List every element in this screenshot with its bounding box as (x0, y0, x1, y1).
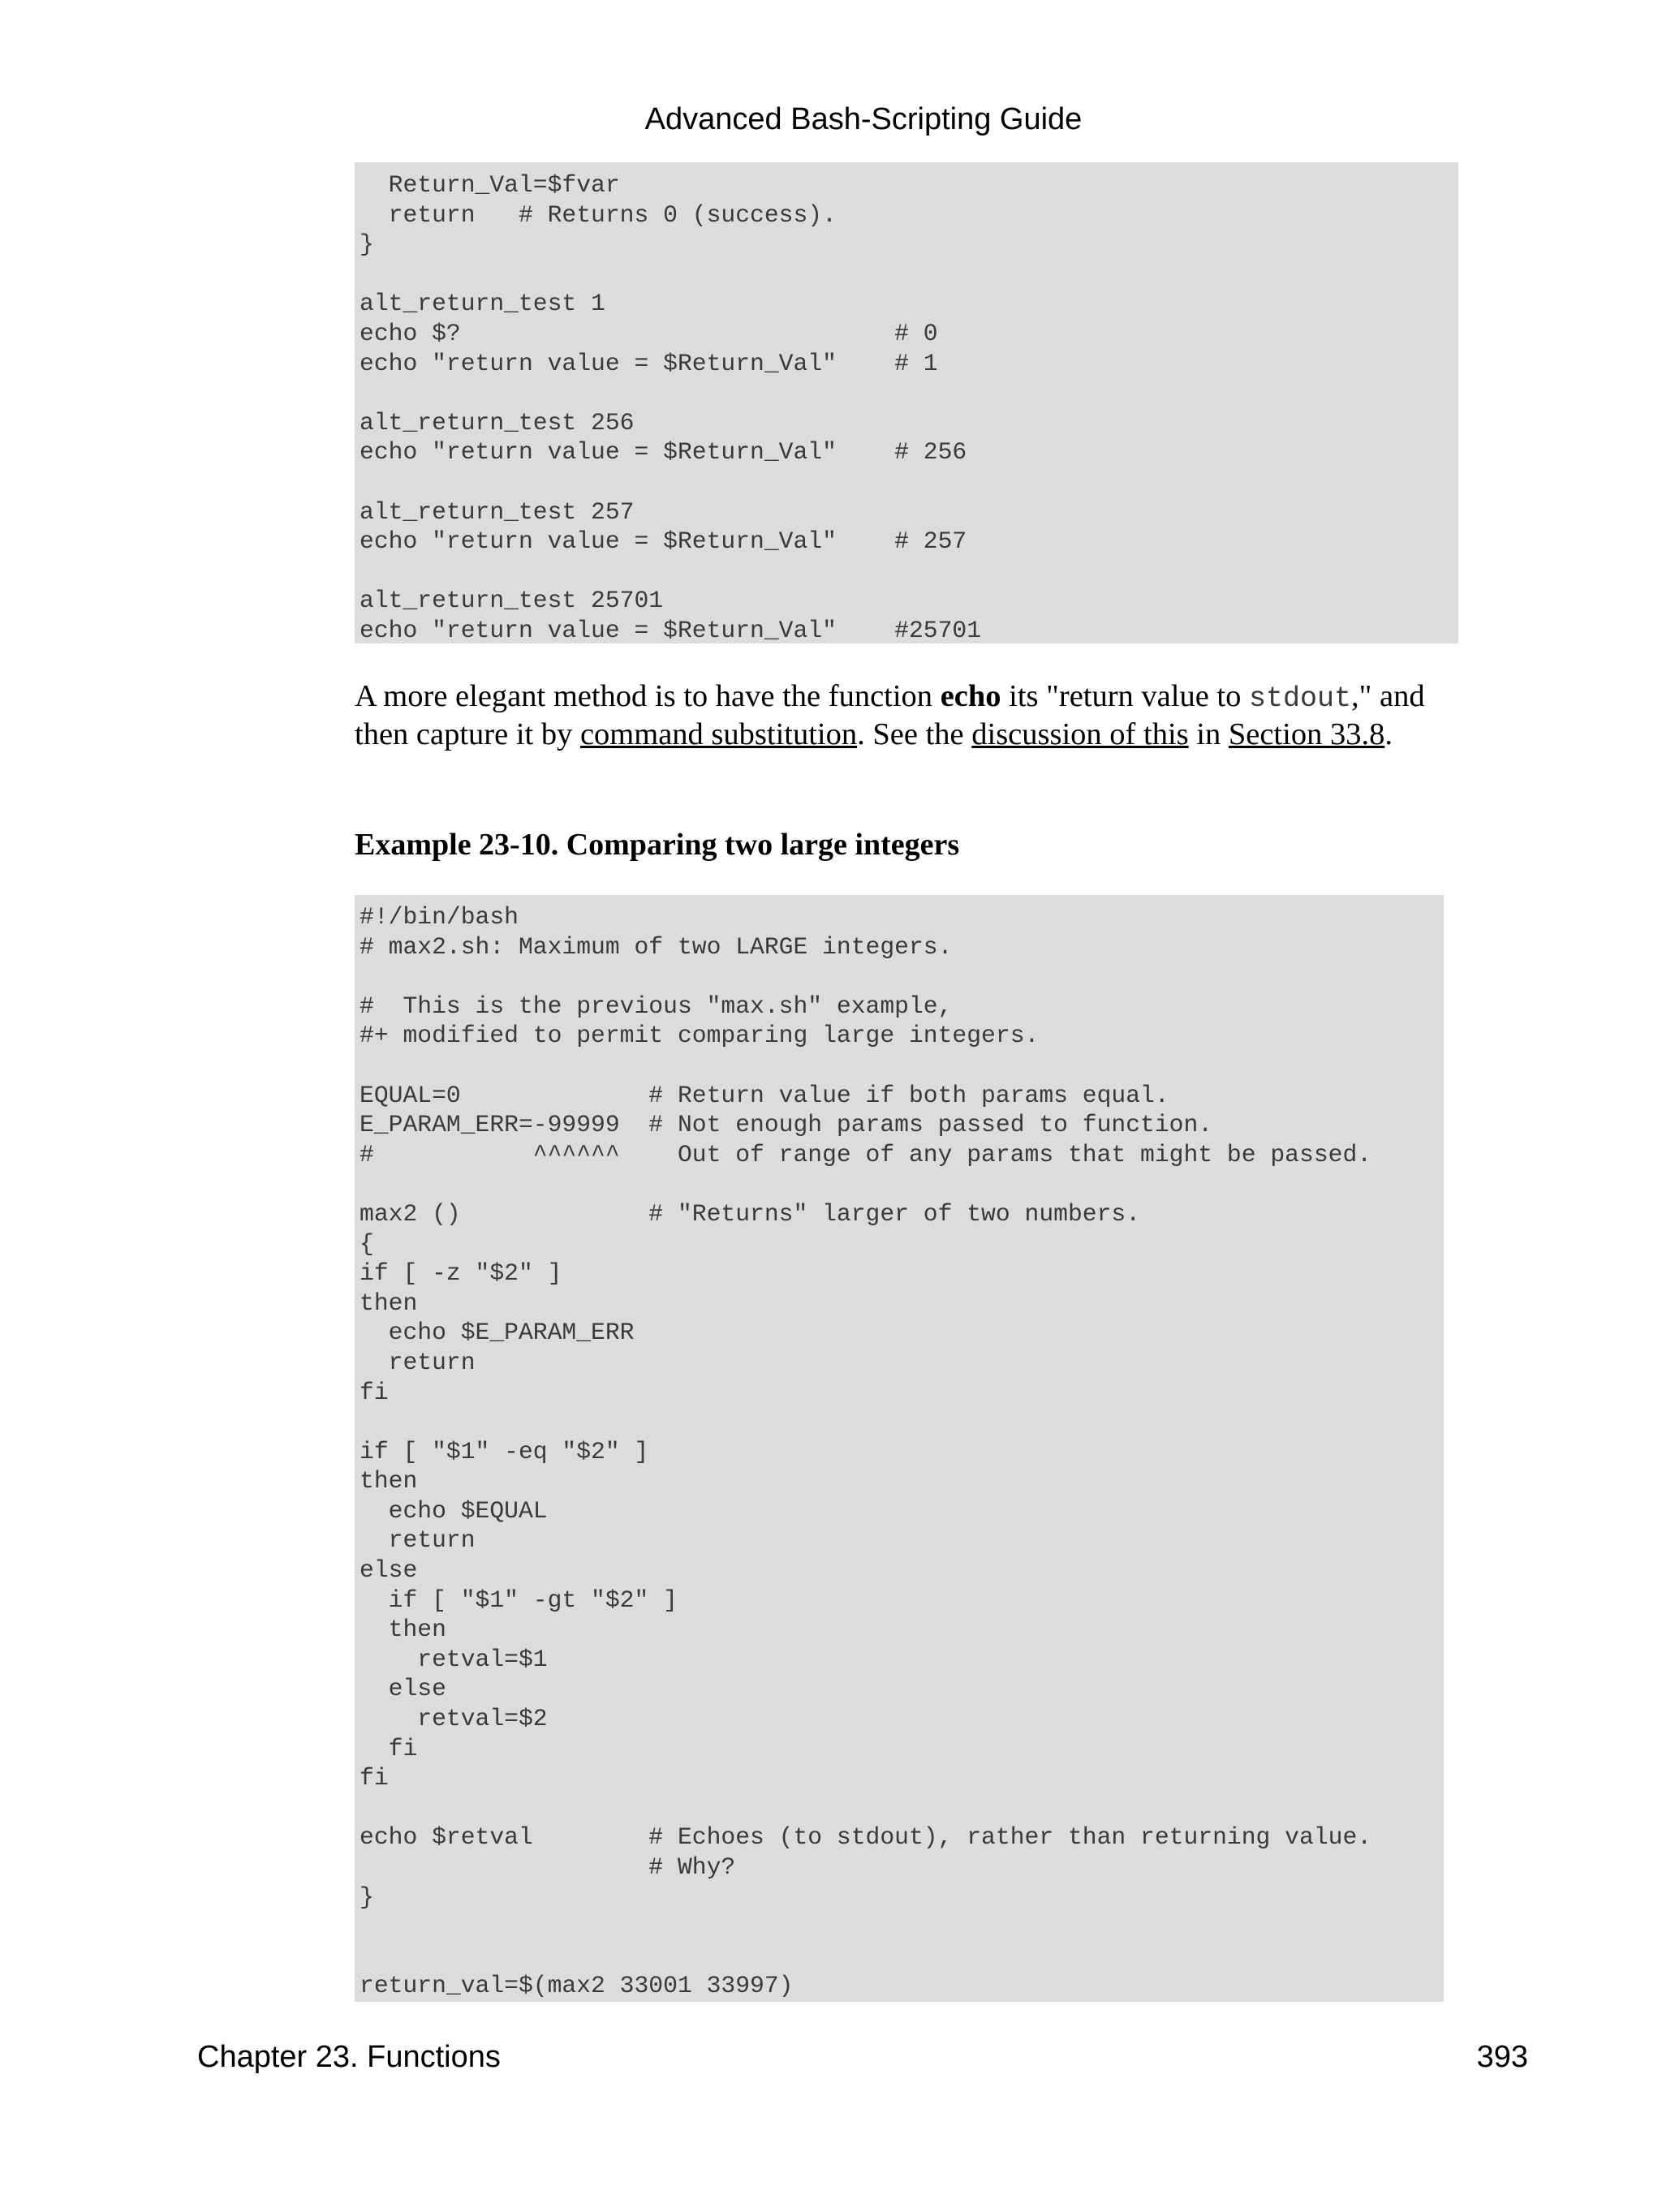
code-line: return_val=$(max2 33001 33997) (360, 1972, 794, 2000)
paragraph-text: . (1384, 717, 1393, 751)
code-line: if [ "$1" -gt "$2" ] (360, 1586, 678, 1614)
code-line: else (360, 1675, 446, 1703)
code-line: } (360, 230, 374, 259)
code-line: echo $retval # Echoes (to stdout), rather than returning value. (360, 1823, 1372, 1852)
code-line: #+ modified to permit comparing large integers. (360, 1022, 1040, 1050)
code-block-continued (355, 162, 1458, 643)
code-line: # This is the previous "max.sh" example, (360, 992, 953, 1020)
section-link[interactable]: Section 33.8 (1228, 717, 1385, 751)
example-title: Example 23-10. Comparing two large integers (355, 828, 960, 862)
code-line: echo "return value = $Return_Val" # 1 (360, 349, 938, 377)
code-line: echo "return value = $Return_Val" #25701 (360, 616, 982, 644)
code-line: alt_return_test 1 (360, 290, 605, 318)
code-line: { (360, 1229, 374, 1258)
paragraph-text: . See the (857, 717, 972, 751)
code-line: Return_Val=$fvar (360, 171, 620, 199)
code-line: then (360, 1289, 418, 1317)
footer-chapter: Chapter 23. Functions (197, 2040, 501, 2074)
paragraph-text: A more elegant method is to have the function (355, 679, 941, 713)
body-paragraph (355, 678, 1475, 752)
code-line: #!/bin/bash (360, 903, 519, 931)
code-line: alt_return_test 25701 (360, 587, 664, 615)
footer-page-number: 393 (1476, 2040, 1528, 2074)
code-line: then (360, 1616, 446, 1644)
code-line: then (360, 1467, 418, 1495)
code-line: return (360, 1348, 476, 1376)
code-line: else (360, 1556, 418, 1585)
code-line: } (360, 1883, 374, 1911)
code-line: return # Returns 0 (success). (360, 200, 837, 229)
code-line: alt_return_test 257 (360, 497, 635, 526)
code-line: echo $EQUAL (360, 1496, 548, 1525)
code-line (360, 467, 1458, 497)
code-line: echo $E_PARAM_ERR (360, 1319, 635, 1347)
code-line: E_PARAM_ERR=-99999 # Not enough params passed to function. (360, 1111, 1213, 1139)
code-line (360, 1793, 1444, 1823)
code-line: echo $? # 0 (360, 319, 938, 347)
code-line: EQUAL=0 # Return value if both params equal. (360, 1081, 1169, 1109)
code-line: # max2.sh: Maximum of two LARGE integers. (360, 932, 953, 961)
paragraph-text: in (1188, 717, 1229, 751)
code-line: echo "return value = $Return_Val" # 257 (360, 527, 967, 556)
code-line (360, 1407, 1444, 1437)
stdout-literal: stdout (1249, 682, 1352, 715)
echo-keyword: echo (940, 679, 1001, 713)
code-line: if [ -z "$2" ] (360, 1259, 562, 1288)
code-line (360, 378, 1458, 408)
code-block-example (355, 895, 1444, 2002)
code-line (360, 1051, 1444, 1081)
code-line: fi (360, 1764, 389, 1792)
paragraph-text: ," and then capture it by (355, 679, 1425, 751)
code-line: alt_return_test 256 (360, 408, 635, 437)
code-line (360, 1169, 1444, 1199)
code-line (360, 557, 1458, 587)
code-line: if [ "$1" -eq "$2" ] (360, 1437, 649, 1465)
code-line: fi (360, 1734, 418, 1762)
discussion-link[interactable]: discussion of this (971, 717, 1189, 751)
page-header-title: Advanced Bash-Scripting Guide (644, 102, 1083, 136)
paragraph-text: its "return value to (1001, 679, 1249, 713)
code-line: # Why? (360, 1853, 736, 1881)
code-line: return (360, 1526, 476, 1555)
code-line (360, 1942, 1444, 1972)
code-line (360, 1912, 1444, 1942)
code-line: echo "return value = $Return_Val" # 256 (360, 438, 967, 467)
code-line: retval=$2 (360, 1705, 548, 1733)
code-line: max2 () # "Returns" larger of two numbers. (360, 1199, 1141, 1228)
code-line: # ^^^^^^ Out of range of any params that might be passed. (360, 1140, 1372, 1168)
code-line (360, 260, 1458, 290)
code-line (360, 962, 1444, 992)
command-substitution-link[interactable]: command substitution (579, 717, 858, 751)
code-line: retval=$1 (360, 1645, 548, 1673)
code-line: fi (360, 1378, 389, 1406)
